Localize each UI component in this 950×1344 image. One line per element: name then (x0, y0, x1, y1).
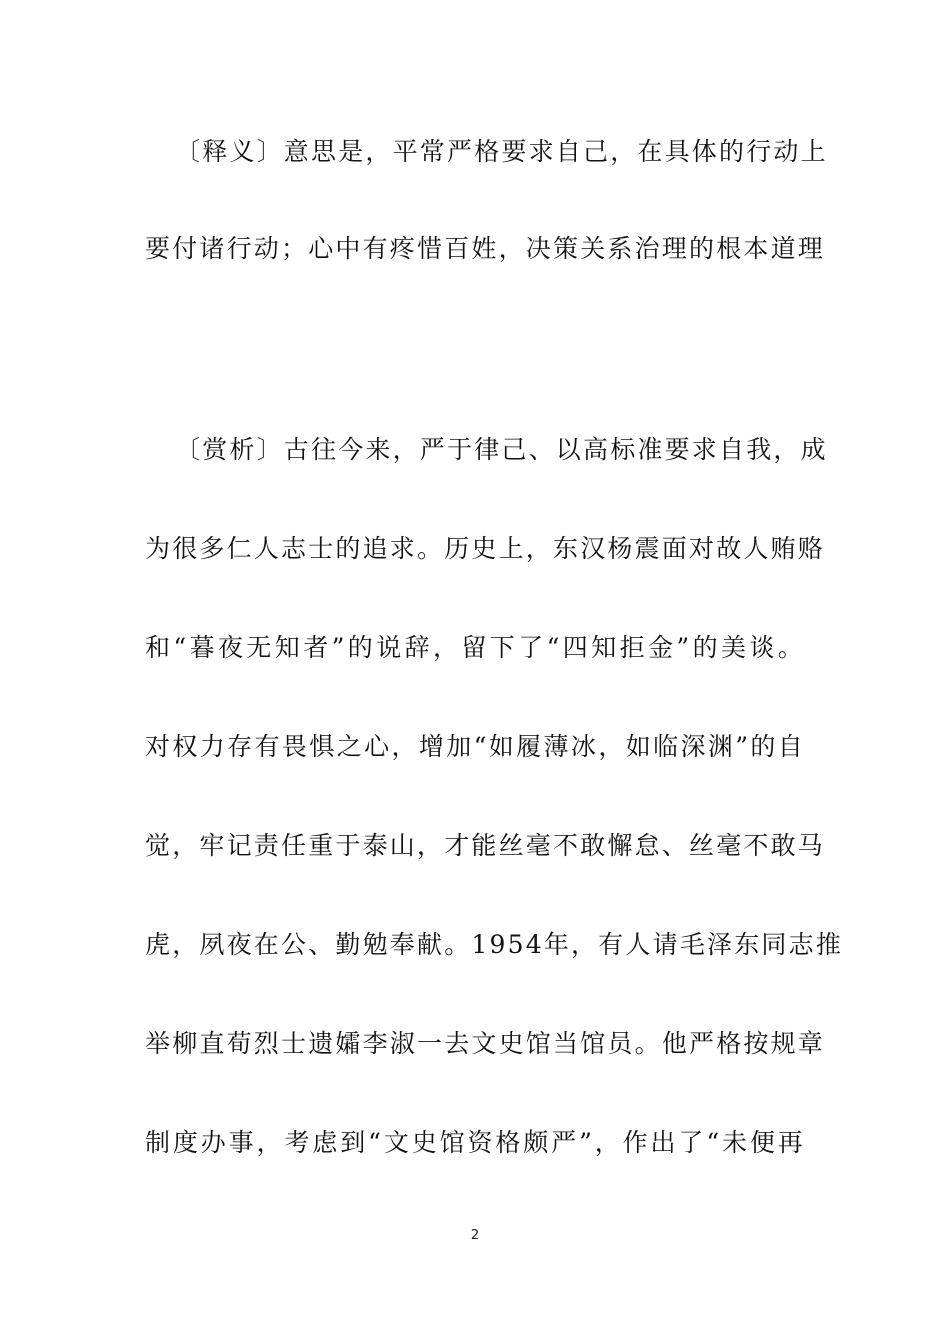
paragraph-1-line-1: 〔释义〕意思是，平常严格要求自己，在具体的行动上 (175, 137, 828, 166)
paragraph-2-line-1: 〔赏析〕古往今来，严于律己、以高标准要求自我，成 (175, 435, 828, 464)
page-number: 2 (470, 1228, 480, 1243)
paragraph-1-line-2: 要付诸行动；心中有疼惜百姓，决策关系治理的根本道理 (145, 234, 826, 263)
paragraph-2-line-7: 举柳直荀烈士遗孀李淑一去文史馆当馆员。他严格按规章 (145, 1029, 826, 1058)
paragraph-2-line-6: 虎，夙夜在公、勤勉奉献。1954年，有人请毛泽东同志推 (145, 930, 844, 959)
paragraph-2-line-3: 和“暮夜无知者”的说辞，留下了“四知拒金”的美谈。 (145, 633, 805, 662)
paragraph-2-line-5: 觉，牢记责任重于泰山，才能丝毫不敢懈怠、丝毫不敢马 (145, 831, 826, 860)
paragraph-2-line-2: 为很多仁人志士的追求。历史上，东汉杨震面对故人贿赂 (145, 534, 826, 563)
paragraph-2-line-4: 对权力存有畏惧之心，增加“如履薄冰，如临深渊”的自 (145, 732, 805, 761)
paragraph-2-line-8: 制度办事，考虑到“文史馆资格颇严”，作出了“未便再 (145, 1128, 805, 1157)
